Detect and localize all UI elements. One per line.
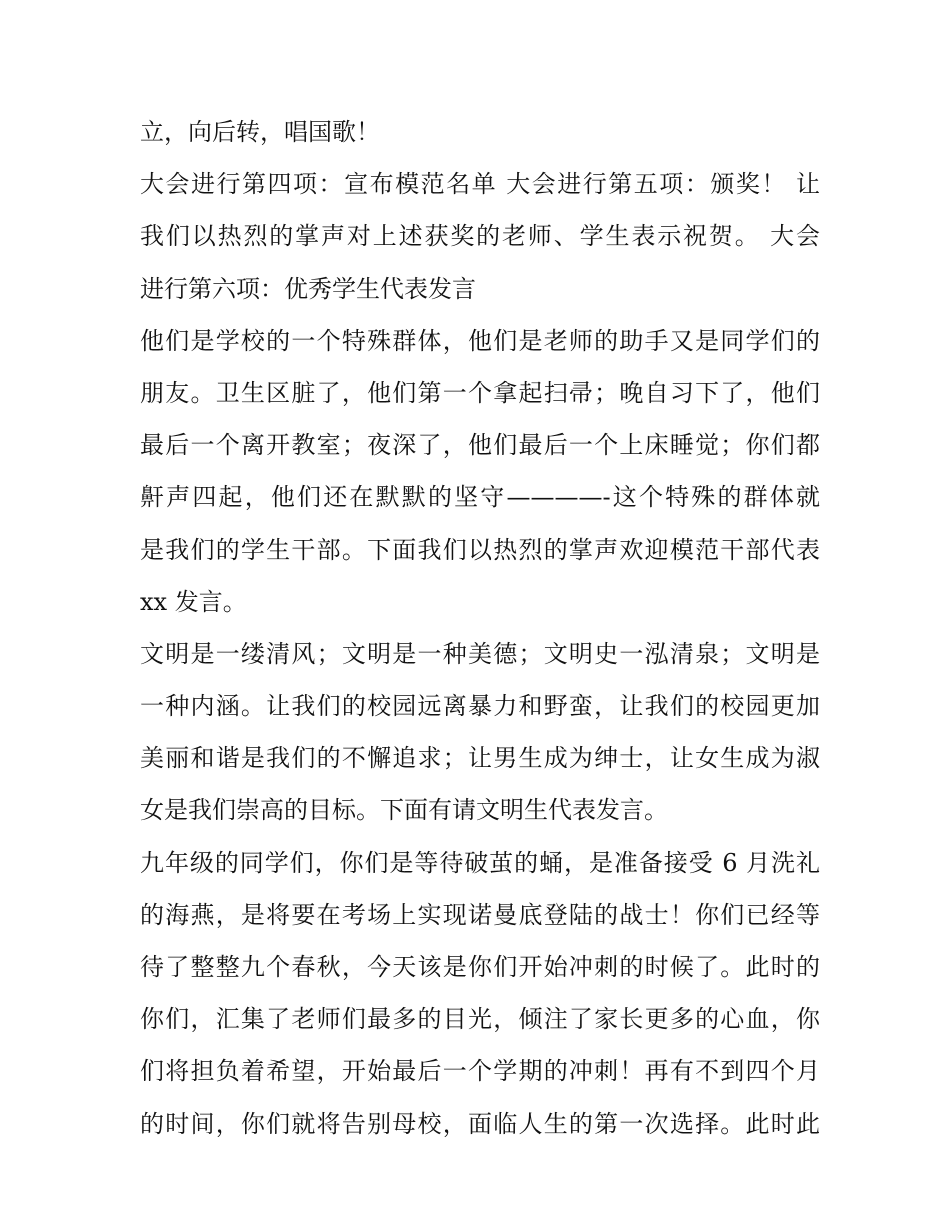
document-body (140, 106, 820, 1150)
text-line: xx 发言。 (140, 587, 247, 616)
text-line: 朋友。卫生区脏了，他们第一个拿起扫帚；晚自习下了，他们 (140, 378, 820, 407)
text-line: 文明是一缕清风；文明是一种美德；文明史一泓清泉；文明是 (140, 639, 820, 668)
text-line: 他们是学校的一个特殊群体，他们是老师的助手又是同学们的 (140, 326, 820, 355)
text-line: 女是我们崇高的目标。下面有请文明生代表发言。 (140, 796, 668, 825)
text-line: 待了整整九个春秋，今天该是你们开始冲刺的时候了。此时的 (140, 953, 820, 981)
text-line: 一种内涵。让我们的校园远离暴力和野蛮，让我们的校园更加 (140, 692, 820, 721)
text-line: 们将担负着希望，开始最后一个学期的冲刺！再有不到四个月 (140, 1057, 820, 1086)
text-line: 立，向后转，唱国歌！ (140, 118, 380, 146)
text-line: 大会进行第四项：宣布模范名单 大会进行第五项：颁奖！ 让 (140, 170, 820, 199)
text-line: 你们，汇集了老师们最多的目光，倾注了家长更多的心血，你 (140, 1005, 820, 1034)
text-line: 的时间，你们就将告别母校，面临人生的第一次选择。此时此 (140, 1109, 820, 1138)
text-line: 的海燕，是将要在考场上实现诺曼底登陆的战士！你们已经等 (140, 900, 820, 929)
text-line: 最后一个离开教室；夜深了，他们最后一个上床睡觉；你们都 (140, 431, 820, 460)
text-line: 九年级的同学们，你们是等待破茧的蛹，是准备接受 6 月洗礼 (140, 848, 820, 877)
text-line: 鼾声四起，他们还在默默的坚守————-这个特殊的群体就 (140, 483, 820, 512)
text-line: 我们以热烈的掌声对上述获奖的老师、学生表示祝贺。 大会 (140, 222, 820, 251)
text-line: 是我们的学生干部。下面我们以热烈的掌声欢迎模范干部代表 (140, 535, 820, 564)
text-line: 进行第六项：优秀学生代表发言 (140, 274, 476, 303)
text-line: 美丽和谐是我们的不懈追求；让男生成为绅士，让女生成为淑 (140, 744, 820, 773)
